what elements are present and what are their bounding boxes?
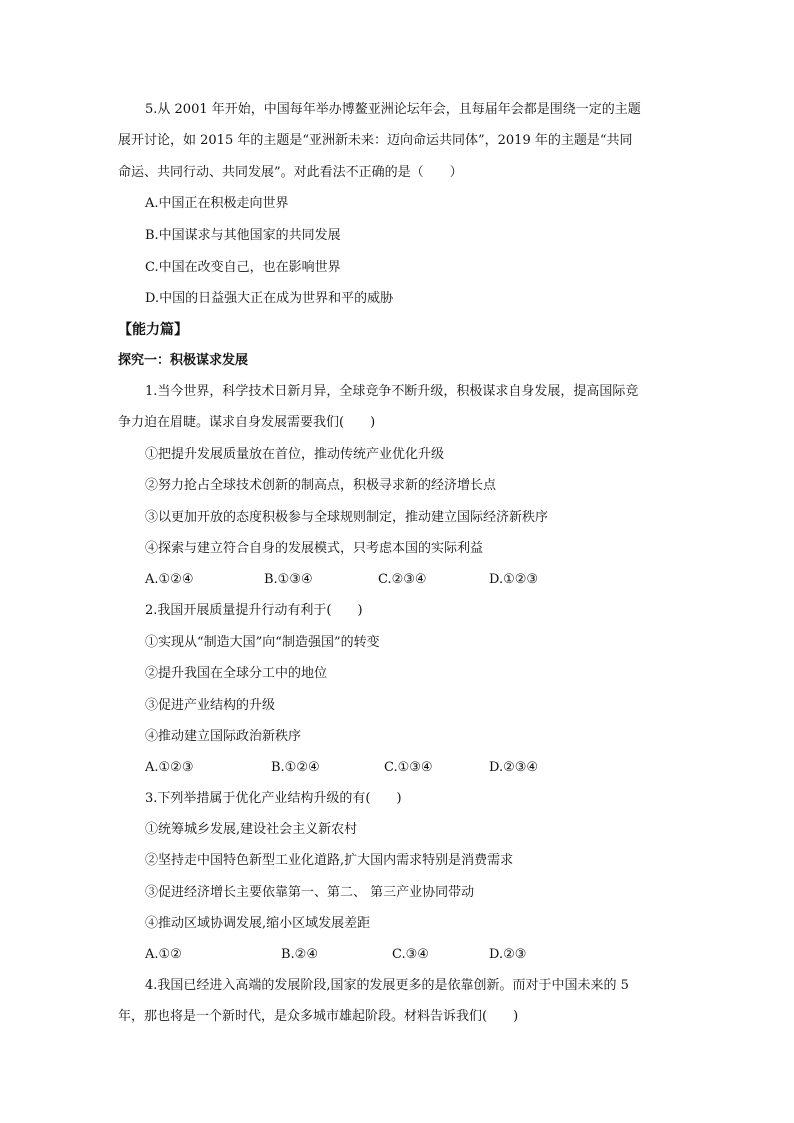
q1-option-c: C.②③④ [378, 572, 427, 587]
q1-option-a: A.①②④ [145, 572, 194, 587]
q2-option-a: A.①②③ [145, 760, 194, 775]
section-title: 【能力篇】 [118, 322, 188, 338]
q2-statement-4: ④推动建立国际政治新秩序 [145, 729, 302, 744]
q3-stem-line-1: 3.下列举措属于优化产业结构升级的有( ) [145, 791, 402, 806]
q2-statement-1: ①实现从“制造大国”向“制造强国”的转变 [145, 635, 380, 650]
q1-option-d: D.①②③ [489, 572, 539, 587]
q3-statement-4: ④推动区域协调发展,缩小区域发展差距 [145, 916, 371, 931]
q1-option-b: B.①③④ [264, 572, 313, 587]
q2-option-d: D.②③④ [489, 760, 539, 775]
q1-stem-line-2: 争力迫在眉睫。谋求自身发展需要我们( ) [118, 415, 376, 430]
q1-statement-4: ④探索与建立符合自身的发展模式，只考虑本国的实际利益 [145, 541, 484, 556]
q1-stem-line-1: 1.当今世界，科学技术日新月异，全球竞争不断升级，积极谋求自身发展，提高国际竞 [145, 384, 639, 399]
q4-stem-line-1: 4.我国已经进入高端的发展阶段,国家的发展更多的是依靠创新。而对于中国未来的 5 [145, 978, 629, 993]
q2-option-c: C.①③④ [384, 760, 433, 775]
q1-statement-3: ③以更加开放的态度积极参与全球规则制定，推动建立国际经济新秩序 [145, 510, 549, 525]
q5-stem-line-2: 展开讨论，如 2015 年的主题是“亚洲新未来：迈向命运共同体”，2019 年的主题是“共同 [118, 133, 633, 148]
q1-statement-2: ②努力抢占全球技术创新的制高点，积极寻求新的经济增长点 [145, 478, 497, 493]
q3-statement-3: ③促进经济增长主要依靠第一、第二、 第三产业协同带动 [145, 885, 475, 900]
q1-statement-1: ①把提升发展质量放在首位，推动传统产业优化升级 [145, 447, 445, 462]
q3-option-a: A.①② [145, 947, 182, 962]
q2-option-b: B.①②④ [271, 760, 320, 775]
q5-option-a: A.中国正在积极走向世界 [145, 196, 289, 211]
q5-stem-line-3: 命运、共同行动、共同发展”。对此看法不正确的是（ ） [118, 165, 463, 180]
q3-option-c: C.③④ [392, 947, 429, 962]
q3-statement-2: ②坚持走中国特色新型工业化道路,扩大国内需求特别是消费需求 [145, 853, 514, 868]
q2-stem-line-1: 2.我国开展质量提升行动有利于( ) [145, 603, 363, 618]
explore-1-title: 探究一：积极谋求发展 [118, 353, 249, 368]
q5-stem-line-1: 5.从 2001 年开始，中国每年举办博鳌亚洲论坛年会，且每届年会都是围绕一定的主题 [145, 102, 641, 117]
q3-option-b: B.②④ [281, 947, 318, 962]
q3-statement-1: ①统筹城乡发展,建设社会主义新农村 [145, 822, 358, 837]
q2-statement-3: ③促进产业结构的升级 [145, 698, 276, 713]
q3-option-d: D.②③ [489, 947, 527, 962]
q5-option-c: C.中国在改变自己，也在影响世界 [145, 260, 341, 275]
q4-stem-line-2: 年，那也将是一个新时代，是众多城市雄起阶段。材料告诉我们( ) [118, 1009, 519, 1024]
q5-option-b: B.中国谋求与其他国家的共同发展 [145, 228, 341, 243]
q5-option-d: D.中国的日益强大正在成为世界和平的威胁 [145, 291, 394, 306]
q2-statement-2: ②提升我国在全球分工中的地位 [145, 666, 328, 681]
